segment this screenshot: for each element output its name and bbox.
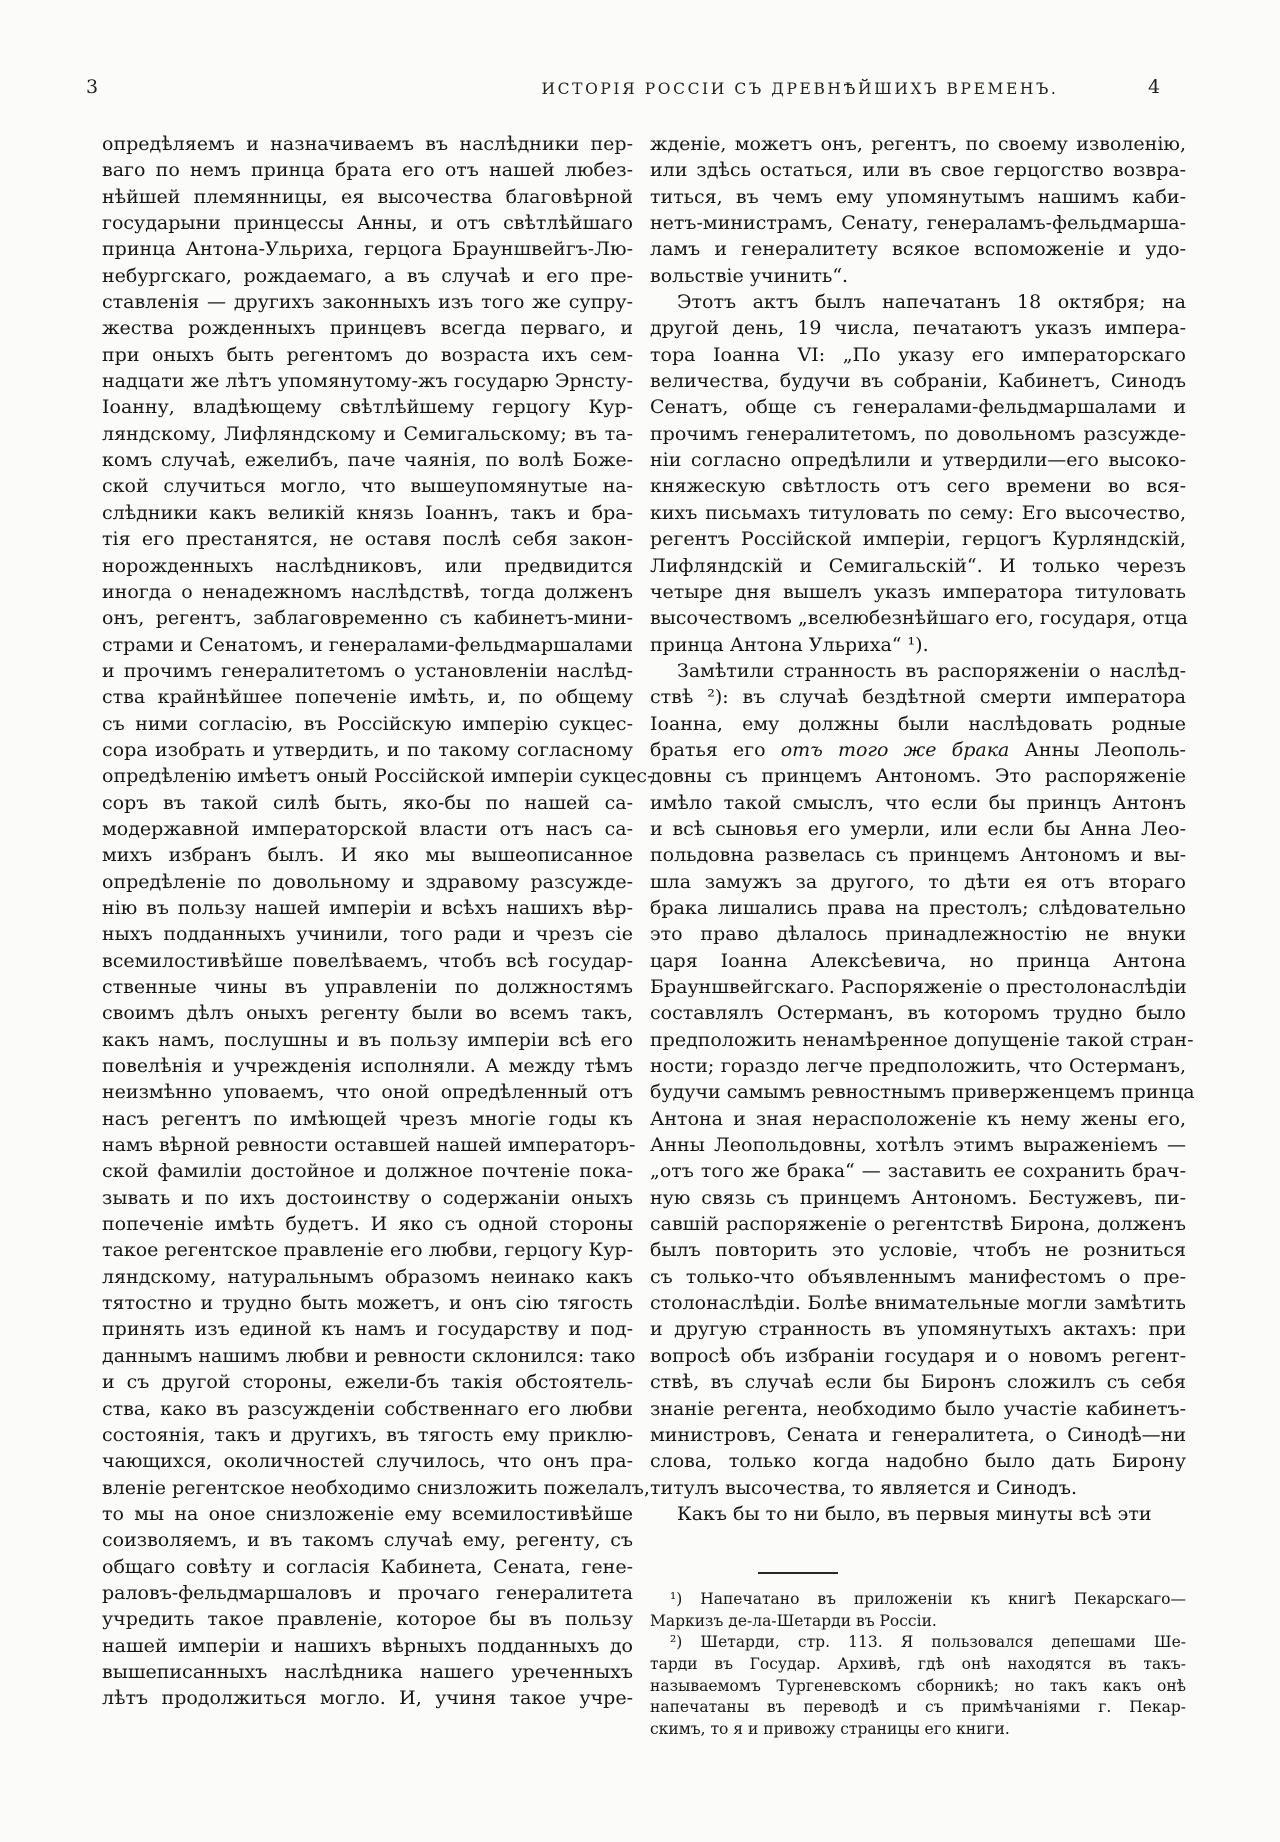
text-segment: зывать и по ихъ достоинству о содержаніи оныхъ [102, 1186, 633, 1209]
text-segment: общаго совѣту и согласія Кабинета, Сената, гене- [102, 1555, 633, 1578]
text-line [650, 1290, 1186, 1316]
text-segment: онъ, регентъ, заблаговременно съ кабинетъ-мини- [102, 607, 633, 630]
text-line [650, 1654, 1186, 1676]
text-segment: савшій распоряженіе о регентствѣ Бирона, долженъ [650, 1213, 1186, 1236]
text-segment: ламъ и генералитету всякое вспоможеніе и удо- [650, 238, 1186, 261]
text-segment: Этотъ актъ былъ напечатанъ 18 октября; на [677, 291, 1186, 314]
text-segment: нашей имперіи и нашихъ вѣрныхъ подданныхъ до [102, 1634, 633, 1657]
text-line [102, 473, 633, 499]
text-segment: модержавной императорской власти отъ насъ са- [102, 817, 633, 840]
text-line [102, 1290, 633, 1316]
text-segment: ²) Шетарди, стр. 113. Я пользовался депешами Ше- [670, 1633, 1186, 1652]
text-segment: княжескую свѣтлость отъ сего времени во вся- [650, 475, 1186, 498]
text-line [650, 1158, 1186, 1184]
text-segment: ства, како въ разсужденіи собственнаго его любви [102, 1397, 633, 1420]
text-line [102, 157, 633, 183]
text-line [102, 1448, 633, 1474]
text-line [102, 1606, 633, 1632]
text-line [102, 1000, 633, 1026]
text-segment: жденіе, можетъ онъ, регентъ, по своему изволенію, [650, 133, 1186, 155]
text-line [650, 1632, 1186, 1654]
text-line [650, 1132, 1186, 1158]
text-line [650, 1396, 1186, 1422]
text-line [650, 579, 1186, 605]
text-segment: напечатаны въ переводѣ и съ примѣчаніями г. Пекар- [650, 1698, 1186, 1717]
text-segment: и съ другой стороны, ежели-бъ такія обстоятель- [102, 1371, 633, 1394]
left-text-column [102, 131, 654, 1712]
text-segment: соизволяемъ, и въ такомъ случаѣ ему, регенту, съ [102, 1529, 633, 1552]
text-segment: опредѣленію имѣетъ оный Россійской имперіи сукцес- [102, 765, 654, 788]
text-segment: повелѣнія и учрежденія исполняли. А между тѣмъ [102, 1055, 633, 1078]
text-line [102, 368, 633, 394]
text-line [650, 1237, 1186, 1263]
text-segment: съ только-что объявленнымъ манифестомъ о пре- [650, 1265, 1186, 1288]
text-segment: брака лишались права на престолъ; слѣдовательно [650, 896, 1186, 919]
text-line [650, 948, 1186, 974]
text-segment: Іоанна, ему должны были наслѣдовать родные [650, 712, 1186, 735]
text-segment: ственные чины въ управленіи по должностямъ [102, 976, 633, 998]
text-line [102, 1316, 633, 1342]
text-segment: ской фамиліи достойное и должное почтеніе пока- [102, 1160, 633, 1183]
text-line [102, 500, 633, 526]
text-line [102, 210, 633, 236]
text-line [650, 790, 1186, 816]
text-line [102, 1685, 633, 1711]
text-line [650, 1343, 1186, 1369]
text-line [102, 790, 633, 816]
text-segment: неизмѣнно уповаемъ, что оной опредѣленный отъ [102, 1081, 633, 1104]
text-line [102, 1027, 633, 1053]
text-segment: царя Іоанна Алексѣевича, но принца Антона [650, 949, 1186, 972]
page-number-right: 4 [1148, 76, 1161, 98]
text-segment: величества, будучи въ собраніи, Кабинетъ, Синодъ [650, 370, 1186, 393]
text-segment: какъ намъ, послушны и въ пользу имперіи всѣ его [102, 1028, 633, 1051]
text-segment: столонаслѣдіи. Болѣе внимательные могли замѣтить [650, 1292, 1186, 1315]
text-line [102, 605, 633, 631]
text-segment: министровъ, Сената и генералитета, о Синодѣ—ни [650, 1423, 1186, 1446]
text-line [102, 579, 633, 605]
text-line [650, 1211, 1186, 1237]
text-line [102, 1158, 633, 1184]
text-line [102, 315, 633, 341]
text-line [650, 394, 1186, 420]
text-segment: съ ними согласію, въ Россійскую имперію сукцес- [102, 712, 633, 735]
text-segment: тора Іоанна VI: „По указу его императорскаго [650, 343, 1186, 366]
text-segment: вышеписанныхъ наслѣдника нашего уреченныхъ [102, 1660, 633, 1683]
text-line [102, 1132, 636, 1158]
text-line [102, 948, 633, 974]
text-segment: ¹) Напечатано въ приложеніи къ книгѣ Пекарскаго— [670, 1590, 1186, 1608]
text-line [650, 1422, 1186, 1448]
text-line [102, 1633, 633, 1659]
text-line [650, 974, 1186, 1000]
text-segment: братья его [650, 738, 781, 761]
text-line [102, 1264, 633, 1290]
text-segment: вольствіе учинить“. [650, 264, 849, 287]
text-segment: ваго по немъ принца брата его отъ нашей любез- [102, 159, 633, 182]
text-line [102, 763, 654, 789]
text-segment: Какъ бы то ни было, въ первыя минуты всѣ эти [677, 1502, 1152, 1525]
text-segment: ляндскому, натуральнымъ образомъ неинако какъ [102, 1265, 633, 1288]
text-segment: нѣйшей племянницы, ея высочества благовѣрной [102, 185, 633, 208]
text-segment: своимъ дѣлъ оныхъ регенту были во всемъ такъ, [102, 1002, 633, 1025]
text-segment: это право дѣлалось принадлежностію не внуки [650, 923, 1186, 946]
text-line [102, 737, 633, 763]
text-line [650, 1185, 1186, 1211]
text-line [650, 421, 1186, 447]
text-line [102, 394, 633, 420]
text-segment: такое регентское правленіе его любви, герцогу Кур- [102, 1239, 633, 1262]
text-segment: имѣло такой смыслъ, что если бы принцъ Антонъ [650, 791, 1186, 814]
text-segment: надцати же лѣтъ упомянутому-жъ государю Эрнсту- [102, 370, 633, 393]
text-segment: знаніе регента, необходимо было участіе кабинетъ- [650, 1397, 1186, 1420]
text-segment: насъ регентъ по имѣющей чрезъ многіе годы къ [102, 1107, 633, 1130]
text-segment: другой день, 19 числа, печатаютъ указъ импера- [650, 317, 1186, 340]
footnotes-block [650, 1589, 1186, 1741]
text-line [102, 1396, 633, 1422]
footnote-separator-rule [758, 1572, 838, 1574]
text-line [102, 447, 633, 473]
text-line [102, 1580, 633, 1606]
text-line [102, 1501, 633, 1527]
text-line [650, 816, 1186, 842]
text-line [102, 263, 633, 289]
text-segment: Замѣтили странность въ распоряженіи о наслѣд- [677, 659, 1186, 682]
text-line [650, 1676, 1186, 1698]
text-line [650, 1448, 1186, 1474]
text-segment: принять изъ единой къ намъ и государству и под- [102, 1318, 633, 1341]
text-line [102, 184, 633, 210]
text-segment: составлялъ Остерманъ, въ которомъ трудно было [650, 1002, 1186, 1025]
text-segment: государыни принцессы Анны, и отъ свѣтлѣйшаго [102, 212, 633, 235]
text-segment: слѣдники какъ великій князь Іоаннъ, такъ и бра- [102, 501, 633, 524]
text-segment: называемомъ Тургеневскомъ сборникѣ; но такъ какъ онѣ [650, 1676, 1186, 1695]
text-line [650, 1369, 1186, 1395]
text-line [102, 1185, 633, 1211]
text-segment: Сенатъ, обще съ генералами-фельдмаршалами и [650, 396, 1186, 419]
text-segment: небургскаго, рождаемаго, а въ случаѣ и его пре- [102, 264, 633, 287]
text-line [102, 869, 633, 895]
text-segment: ствѣ, въ случаѣ если бы Биронъ сложилъ съ себя [650, 1371, 1186, 1394]
text-line [650, 895, 1186, 921]
text-line [650, 658, 1186, 684]
text-line [650, 263, 1186, 289]
text-line [650, 553, 1186, 579]
text-segment: сора изобрать и утвердить, и по такому согласному [102, 738, 633, 761]
text-line [102, 342, 633, 368]
text-segment: ской случиться могло, что вышеупомянутые на- [102, 475, 633, 498]
text-line [102, 1106, 633, 1132]
text-line [650, 447, 1186, 473]
text-line [102, 1422, 633, 1448]
text-segment: чающихся, околичностей случилось, что онъ пра- [102, 1450, 633, 1473]
text-line [650, 1475, 1186, 1501]
text-line [102, 974, 633, 1000]
text-line [650, 1079, 1195, 1105]
text-segment: ныхъ подданныхъ учинили, того ради и чрезъ сіе [102, 923, 633, 946]
text-line [650, 526, 1186, 552]
text-line [102, 1211, 633, 1237]
text-segment: прочимъ генералитетомъ, по довольномъ разсужде- [650, 422, 1186, 445]
text-line [650, 1000, 1186, 1026]
text-segment: Анны Леополь- [1009, 738, 1186, 761]
text-line [102, 526, 633, 552]
text-segment: Анны Леопольдовны, хотѣлъ этимъ выраженіемъ — [650, 1134, 1186, 1157]
text-line [102, 421, 633, 447]
text-segment: польдовна развелась съ принцемъ Антономъ и вы- [650, 844, 1186, 867]
text-segment: „отъ того же брака“ — заставить ее сохранить брач- [650, 1160, 1186, 1183]
text-segment: всемилостивѣйше повелѣваемъ, чтобъ всѣ государ- [102, 949, 633, 972]
text-line [650, 315, 1186, 341]
text-segment: состоянія, такъ и другихъ, въ тягость ему приклю- [102, 1423, 633, 1446]
text-segment: норожденныхъ наслѣдниковъ, или предвидится [102, 554, 633, 577]
text-segment: Брауншвейгскаго. Распоряженіе о престолонаслѣдіи [650, 976, 1187, 998]
text-segment: лѣтъ продолжиться могло. И, учиня такое учре- [102, 1687, 633, 1710]
text-line [102, 816, 633, 842]
text-segment: и другую странность въ упомянутыхъ актахъ: при [650, 1318, 1186, 1341]
italic-phrase: отъ того же брака [780, 738, 1010, 761]
text-line [650, 1053, 1186, 1079]
text-segment: иногда о ненадежномъ наслѣдствѣ, тогда долженъ [102, 580, 633, 603]
text-line [102, 289, 633, 315]
text-segment: Антона и зная нерасположеніе къ нему жены его, [650, 1107, 1186, 1130]
text-segment: Лифляндскій и Семигальскій“. И только черезъ [650, 554, 1186, 577]
text-segment: слова, только когда надобно было дать Бирону [650, 1450, 1186, 1473]
text-line [650, 368, 1186, 394]
text-line [650, 842, 1186, 868]
text-segment: даннымъ нашимъ любви и ревности склонился: тако [102, 1344, 636, 1367]
text-line [102, 131, 633, 157]
text-segment: принца Антона Ульриха“ ¹). [650, 633, 929, 656]
text-segment: ствѣ ²): въ случаѣ бездѣтной смерти императора [650, 686, 1186, 709]
text-segment: нію въ пользу нашей имперіи и всѣхъ нашихъ вѣр- [102, 896, 633, 919]
text-line [650, 131, 1186, 157]
page-number-left: 3 [86, 76, 99, 98]
text-line [650, 763, 1186, 789]
text-line [650, 1697, 1186, 1719]
text-segment: тарди въ Государ. Архивѣ, гдѣ онѣ находятся въ такъ- [650, 1655, 1186, 1674]
text-line [102, 632, 633, 658]
text-line [102, 711, 633, 737]
text-segment: страми и Сенатомъ, и генералами-фельдмаршалами [102, 633, 633, 656]
text-line [650, 184, 1186, 210]
text-line [102, 1237, 633, 1263]
text-segment: учредить такое правленіе, которое бы въ пользу [102, 1608, 633, 1631]
text-segment: ную связь съ принцемъ Антономъ. Бестужевъ, пи- [650, 1186, 1186, 1209]
right-text-column [650, 131, 1195, 1527]
text-line [102, 1527, 633, 1553]
text-line [102, 1554, 633, 1580]
text-segment: и прочимъ генералитетомъ о установленіи наслѣд- [102, 659, 633, 682]
text-segment: былъ повторить это условіе, чтобъ не розниться [650, 1239, 1186, 1262]
text-segment: титулъ высочества, то является и Синодъ. [650, 1476, 1078, 1499]
text-segment: опредѣленіе по довольному и здравому разсужде- [102, 870, 633, 893]
text-segment: ляндскому, Лифляндскому и Семигальскому; въ та- [102, 422, 633, 445]
text-line [650, 1589, 1186, 1611]
text-segment: будучи самымъ ревностнымъ приверженцемъ принца [650, 1081, 1195, 1104]
text-segment: вопросѣ объ избраніи государя и о новомъ регент- [650, 1344, 1186, 1367]
text-line [650, 711, 1186, 737]
text-line [102, 921, 633, 947]
text-segment: соръ въ такой силѣ быть, яко-бы по нашей са- [102, 791, 633, 814]
text-line [650, 1501, 1186, 1527]
text-line [650, 737, 1186, 763]
text-segment: намъ вѣрной ревности оставшей нашей императоръ- [102, 1134, 636, 1157]
text-line [102, 1369, 633, 1395]
text-line [650, 1027, 1194, 1053]
text-line [650, 342, 1186, 368]
text-line [102, 1053, 633, 1079]
text-segment: регентъ Россійской имперіи, герцогъ Курляндскій, [650, 528, 1186, 551]
text-line [650, 236, 1186, 262]
text-segment: кихъ письмахъ титуловать по сему: Его высочество, [650, 501, 1186, 524]
text-segment: ности; гораздо легче предположить, что Остерманъ, [650, 1055, 1186, 1078]
text-segment: Маркизъ де-ла-Шетарди въ Россіи. [650, 1611, 937, 1630]
text-segment: высочествомъ „вселюбезнѣйшаго его, государя, отца [650, 607, 1188, 630]
text-line [650, 1316, 1186, 1342]
text-line [650, 1719, 1186, 1741]
text-segment: тятостно и трудно быть можетъ, и онъ сію тягость [102, 1292, 633, 1315]
text-line [102, 895, 633, 921]
text-line [102, 1659, 633, 1685]
text-line [650, 289, 1186, 315]
text-segment: ства крайнѣйшее попеченіе имѣть, и, по общему [102, 686, 633, 709]
text-line [102, 658, 633, 684]
text-line [650, 684, 1186, 710]
text-segment: предположить ненамѣренное допущеніе такой стран- [650, 1028, 1194, 1051]
text-segment: то мы на оное снизложеніе ему всемилостивѣйше [102, 1502, 633, 1525]
text-segment: довны съ принцемъ Антономъ. Это распоряженіе [650, 765, 1186, 788]
text-segment: титься, въ чемъ ему упомянутымъ нашимъ каби- [650, 185, 1186, 208]
text-line [650, 1611, 1186, 1633]
text-segment: жества рожденныхъ принцевъ всегда перваго, и [102, 317, 633, 340]
text-line [650, 500, 1186, 526]
text-line [650, 921, 1186, 947]
text-line [102, 553, 633, 579]
text-segment: шла замужъ за другого, то дѣти ея отъ втораго [650, 870, 1186, 893]
text-segment: тія его престанятся, не оставя послѣ себя закон- [102, 528, 633, 551]
text-segment: вленіе регентское необходимо снизложить пожелалъ, [102, 1476, 650, 1499]
text-segment: четыре дня вышелъ указъ императора титуловать [650, 580, 1186, 603]
text-segment: михъ избранъ былъ. И яко мы вышеописанное [102, 844, 633, 867]
text-line [650, 157, 1186, 183]
text-line [102, 1079, 633, 1105]
text-segment: принца Антона-Ульриха, герцога Брауншвейгъ-Лю- [102, 238, 633, 261]
text-line [102, 1343, 636, 1369]
text-line [650, 473, 1186, 499]
text-segment: опредѣляемъ и назначиваемъ въ наслѣдники пер- [102, 133, 633, 155]
text-line [102, 684, 633, 710]
text-segment: и всѣ сыновья его умерли, или если бы Анна Лео- [650, 817, 1186, 840]
running-title: ИСТОРІЯ РОССІИ СЪ ДРЕВНѢЙШИХЪ ВРЕМЕНЪ. [541, 80, 1059, 98]
text-line [650, 1106, 1186, 1132]
text-line [650, 1264, 1186, 1290]
text-line [650, 605, 1186, 631]
text-segment: комъ случаѣ, ежелибъ, паче чаянія, по волѣ Боже- [102, 449, 633, 472]
text-line [102, 236, 633, 262]
text-segment: Іоанну, владѣющему свѣтлѣйшему герцогу Кур- [102, 396, 633, 419]
text-line [102, 1475, 650, 1501]
text-segment: нетъ-министрамъ, Сенату, генераламъ-фельдмарша- [650, 212, 1186, 235]
text-segment: попеченіе имѣть будетъ. И яко съ одной стороны [102, 1213, 633, 1236]
text-segment: раловъ-фельдмаршаловъ и прочаго генералитета [102, 1581, 633, 1604]
text-segment: при оныхъ быть регентомъ до возраста ихъ сем- [102, 343, 633, 366]
text-segment: или здѣсь остаться, или въ свое герцогство возвра- [650, 159, 1186, 182]
text-segment: скимъ, то я и привожу страницы его книги. [650, 1720, 1010, 1739]
text-line [650, 869, 1186, 895]
text-segment: ніи согласно опредѣлили и утвердили—его высоко- [650, 449, 1186, 472]
text-segment: ставленія — другихъ законныхъ изъ того же супру- [102, 291, 633, 314]
text-line [650, 632, 1186, 658]
text-line [650, 210, 1186, 236]
text-line [102, 842, 633, 868]
